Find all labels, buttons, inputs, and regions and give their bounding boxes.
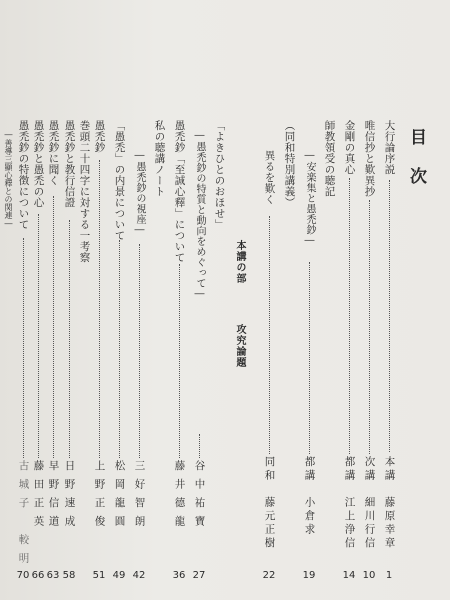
leader-dots	[53, 196, 54, 458]
toc-entry-page: 66	[31, 570, 45, 581]
toc-entry-author: 都講 江上浄信	[343, 456, 356, 551]
toc-entry-page: 70	[16, 570, 30, 581]
section-heading: 本講の部	[234, 240, 245, 284]
leader-dots	[23, 238, 24, 458]
toc-entry-author: 都講 小倉求	[303, 456, 316, 537]
toc-entry-title: 愚禿鈔	[93, 120, 106, 153]
toc-entry-page: 63	[46, 570, 60, 581]
leader-dots	[369, 200, 370, 454]
toc-entry-page: 42	[132, 570, 146, 581]
toc-entry-page: 1	[385, 570, 393, 581]
toc-entry-title: 「愚禿」の内景について	[113, 120, 126, 241]
leader-dots	[69, 220, 70, 458]
toc-entry-title: 大行論序説	[383, 120, 396, 175]
toc-entry-title: 愚禿鈔と愚禿の心	[32, 120, 45, 208]
leader-dots	[269, 216, 270, 454]
toc-entry-author: 本講 藤原幸章	[383, 456, 396, 551]
leader-dots	[99, 160, 100, 458]
toc-title: 目次	[406, 128, 426, 206]
toc-entry-title: 愚禿鈔に聞く	[47, 120, 60, 186]
toc-entry-title: 愚禿鈔の特徴について	[17, 120, 30, 230]
leader-dots	[389, 180, 390, 452]
toc-entry-title: 唯信抄と歎異抄	[363, 120, 376, 197]
toc-entry-author: 同和 藤元正樹	[263, 456, 276, 551]
leader-dots	[139, 244, 140, 458]
toc-entry-title: 金剛の真心	[343, 120, 356, 175]
toc-entry-title: 私の聴講ノート	[153, 120, 166, 197]
toc-entry-title: 巻頭二十四字に対する一考察	[78, 120, 91, 263]
toc-entry-page: 51	[92, 570, 106, 581]
toc-entry-author: 次講 細川行信	[363, 456, 376, 551]
toc-entry-author: 日野速成	[63, 460, 76, 534]
toc-entry-subtitle: ―善導三顯心釋との関連―	[4, 130, 13, 228]
toc-entry-page: 27	[192, 570, 206, 581]
leader-dots	[179, 264, 180, 458]
toc-entry-title: 愚禿鈔「至誠心釋」について	[173, 120, 186, 263]
toc-entry-author: 松岡龍圓	[113, 460, 126, 534]
leader-dots	[119, 240, 120, 458]
leader-dots	[309, 262, 310, 454]
leader-dots	[199, 434, 200, 458]
toc-entry-author: 藤井德龍	[173, 460, 186, 534]
toc-entry-author: 三好智朗	[133, 460, 146, 534]
toc-entry-subtitle: ―愚禿鈔の視座―	[134, 150, 145, 236]
toc-entry-author: 古城子 較明	[17, 460, 30, 571]
toc-entry-title: 「よきひとのおほせ」	[213, 120, 226, 230]
toc-entry-author: 藤田正英	[32, 460, 45, 534]
toc-entry-page: 19	[302, 570, 316, 581]
toc-entry-page: 49	[112, 570, 126, 581]
toc-entry-author: 谷中祐寶	[193, 460, 206, 534]
toc-entry-subtitle: ―安楽集と愚禿鈔―	[304, 150, 315, 247]
toc-entry-page: 14	[342, 570, 356, 581]
toc-entry-subtitle: ―愚禿鈔の特質と動向をめぐって―	[194, 130, 205, 300]
section-heading: 攻究論題	[234, 324, 245, 368]
toc-entry-page: 36	[172, 570, 186, 581]
toc-entry-page: 10	[362, 570, 376, 581]
leader-dots	[349, 178, 350, 454]
toc-entry-subtitle: 異るを歎く	[263, 150, 276, 205]
toc-entry-author: 上野正俊	[93, 460, 106, 534]
toc-entry-title: （同和特別講義）	[283, 120, 296, 208]
toc-entry-page: 22	[262, 570, 276, 581]
toc-entry-title: 愚禿鈔と教行信證	[63, 120, 76, 208]
toc-entry-page: 58	[62, 570, 76, 581]
leader-dots	[38, 214, 39, 458]
toc-entry-title: 師教領受の聴記	[323, 120, 336, 197]
toc-entry-author: 早野信道	[47, 460, 60, 534]
